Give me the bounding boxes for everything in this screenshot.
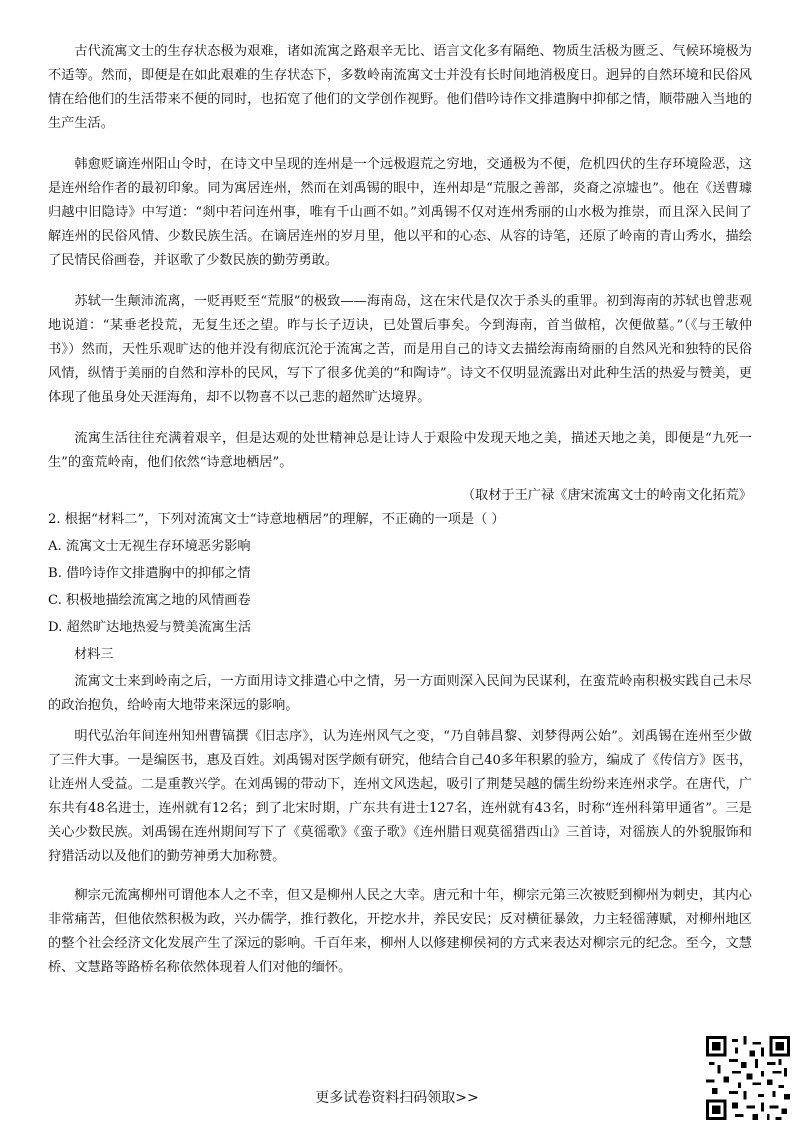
material3-heading: 材料三: [74, 647, 114, 662]
paragraph-2: 韩愈贬谪连州阳山令时，在诗文中呈现的连州是一个远极遐荒之穷地，交通极为不便，危机四伏的生存环境险恶，这是连州给作者的最初印象。同为寓居连州，然而在刘禹锡的眼中，连州却是“荒服之善部，炎裔之凉墟也”。他在《送曹璩归越中旧隐诗》中写道：“剡中若问连州事，唯有千山画不如。”刘禹锡不仅对连州秀丽的山水极为推崇，而且深入民间了解连州的民俗风情、少数民族生活。在谪居连州的岁月里，他以平和的心态、从容的诗笔，还原了岭南的青山秀水，描绘了民情民俗画卷，并讴歌了少数民族的勤劳勇敢。: [48, 157, 752, 269]
paragraph-7: 柳宗元流寓柳州可谓他本人之不幸，但又是柳州人民之大幸。唐元和十年，柳宗元第三次被贬到柳州为刺史，其内心非常痛苦，但他依然积极为政，兴办儒学，推行教化，开挖水井，养民安民；反对横征暴敛，力主轻徭薄赋，对柳州地区的整个社会经济文化发展产生了深远的影响。千百年来，柳州人以修建柳侯祠的方式来表达对柳宗元的纪念。至今，文慧桥、文慧路等路桥名称依然体现着人们对他的缅怀。: [48, 888, 752, 976]
option-a: A. 流寓文士无视生存环境恶劣影响: [48, 539, 251, 554]
option-d: D. 超然旷达地热爱与赞美流寓生活: [48, 620, 252, 635]
qr-code-icon[interactable]: [706, 1036, 790, 1120]
footer-scan-prompt[interactable]: 更多试卷资料扫码领取>>: [315, 1090, 479, 1106]
question-stem: 2. 根据“材料二”，下列对流寓文士“诗意地栖居”的理解，不正确的一项是（ ）: [48, 512, 505, 527]
option-b: B. 借吟诗作文排遣胸中的抑郁之情: [48, 566, 251, 581]
paragraph-5: 流寓文士来到岭南之后，一方面用诗文排遣心中之情，另一方面则深入民间为民谋利，在蛮荒岭南积极实践自己未尽的政治抱负，给岭南大地带来深远的影响。: [48, 674, 752, 714]
paragraph-3: 苏轼一生颠沛流离，一贬再贬至“荒服”的极致——海南岛，这在宋代是仅次于杀头的重罪。初到海南的苏轼也曾悲观地说道：“某垂老投荒，无复生还之望。昨与长子迈诀，已处置后事矣。今到海南，首当做棺，次便做墓。”（《与王敏仲书》）然而，天性乐观旷达的他并没有彻底沉沦于流寓之苦，而是用自己的诗文去描绘海南绮丽的自然风光和独特的民俗风情，纵情于美丽的自然和淳朴的民风，写下了很多优美的“和陶诗”。诗文不仅明显流露出对此种生活的热爱与赞美，更体现了他虽身处天涯海角，却不以物喜不以己悲的超然旷达境界。: [48, 294, 752, 406]
option-c: C. 积极地描绘流寓之地的风情画卷: [48, 593, 251, 608]
paragraph-6: 明代弘治年间连州知州曹镐撰《旧志序》，认为连州风气之变，“乃自韩昌黎、刘梦得两公始”。刘禹锡在连州至少做了三件大事。一是编医书，惠及百姓。刘禹锡对医学颇有研究，他结合自己40多年积累的验方，编成了《传信方》医书，让连州人受益。二是重教兴学。在刘禹锡的带动下，连州文风迭起，吸引了荆楚吴越的儒生纷纷来连州求学。在唐代，广东共有48名进士，连州就有12名；到了北宋时期，广东共有进士127名，连州就有43名，时称“连州科第甲通省”。三是关心少数民族。刘禹锡在连州期间写下了《莫徭歌》《蛮子歌》《连州腊日观莫徭猎西山》三首诗，对徭族人的外貌服饰和狩猎活动以及他们的勤劳神勇大加称赞。: [48, 729, 752, 865]
source-citation: （取材于王广禄《唐宋流寓文士的岭南文化拓荒》: [461, 488, 752, 503]
paragraph-4: 流寓生活往往充满着艰辛，但是达观的处世精神总是让诗人于艰险中发现天地之美，描述天地之美，即便是“九死一生”的蛮荒岭南，他们依然“诗意地栖居”。: [48, 431, 752, 471]
paragraph-1: 古代流寓文士的生存状态极为艰难，诸如流寓之路艰辛无比、语言文化多有隔绝、物质生活极为匮乏、气候环境极为不适等。然而，即便是在如此艰难的生存状态下，多数岭南流寓文士并没有长时间地消极度日。迥异的自然环境和民俗风情在给他们的生活带来不便的同时，也拓宽了他们的文学创作视野。他们借吟诗作文排遣胸中抑郁之情，顺带融入当地的生产生活。: [48, 44, 752, 132]
